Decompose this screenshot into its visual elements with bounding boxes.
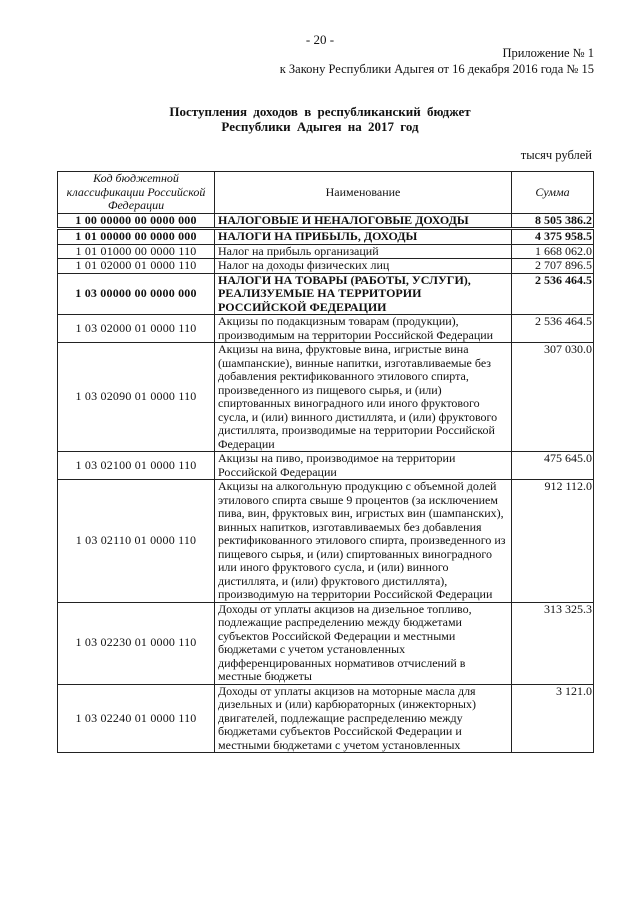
row-code: 1 01 01000 00 0000 110	[58, 244, 215, 259]
row-name: Налог на доходы физических лиц	[215, 259, 512, 274]
document-title-line-2: Республики Адыгея на 2017 год	[221, 119, 419, 134]
row-sum: 2 536 464.5	[512, 315, 594, 343]
row-name: Акцизы на алкогольную продукцию с объемной долей этилового спирта свыше 9 процентов (за исключением пива, вин, фруктовых вин, игристых вин (шампанских), винных напитков, изготавливаемых без добавления ректификованного этилового спирта, произведенного из пищевого сырья, и (или) спиртованных виноградного или иного фруктового сусла, и (или) винного дистиллята, и (или) фруктового дистиллята), производимую на территории Российской Федерации	[215, 480, 512, 603]
row-name: НАЛОГИ НА ТОВАРЫ (РАБОТЫ, УСЛУГИ), РЕАЛИЗУЕМЫЕ НА ТЕРРИТОРИИ РОССИЙСКОЙ ФЕДЕРАЦИИ	[215, 273, 512, 315]
table-row	[58, 273, 594, 315]
row-sum: 4 375 958.5	[512, 229, 594, 245]
unit-label: тысяч рублей	[520, 148, 592, 162]
row-code: 1 03 02000 01 0000 110	[58, 315, 215, 343]
row-sum: 307 030.0	[512, 343, 594, 452]
table-row	[58, 259, 594, 274]
appendix-title: Приложение № 1	[502, 46, 594, 60]
document-title	[0, 104, 640, 134]
table-row	[58, 452, 594, 480]
row-name: Акцизы по подакцизным товарам (продукции), производимым на территории Российской Федерации	[215, 315, 512, 343]
row-sum: 912 112.0	[512, 480, 594, 603]
row-code: 1 03 02090 01 0000 110	[58, 343, 215, 452]
header-code: Код бюджетной классификации Российской Федерации	[58, 172, 215, 214]
table-row	[58, 229, 594, 245]
row-name: Акцизы на пиво, производимое на территории Российской Федерации	[215, 452, 512, 480]
row-sum: 3 121.0	[512, 684, 594, 753]
table-row	[58, 602, 594, 684]
document-title-line-1: Поступления доходов в республиканский бюджет	[169, 104, 471, 119]
table-row	[58, 244, 594, 259]
row-sum: 1 668 062.0	[512, 244, 594, 259]
row-code: 1 03 02100 01 0000 110	[58, 452, 215, 480]
table-header-row	[58, 172, 594, 214]
row-sum: 2 707 896.5	[512, 259, 594, 274]
table-row	[58, 315, 594, 343]
row-sum: 2 536 464.5	[512, 273, 594, 315]
header-sum: Сумма	[512, 172, 594, 214]
page-number: - 20 -	[305, 32, 335, 47]
row-code: 1 03 02230 01 0000 110	[58, 602, 215, 684]
row-name: Доходы от уплаты акцизов на моторные масла для дизельных и (или) карбюраторных (инжекторных) двигателей, подлежащие распределению между бюджетами субъектов Российской Федерации и местными бюджетами с учетом установленных	[215, 684, 512, 753]
row-code: 1 01 02000 01 0000 110	[58, 259, 215, 274]
row-sum: 475 645.0	[512, 452, 594, 480]
row-name: Налог на прибыль организаций	[215, 244, 512, 259]
row-code: 1 03 00000 00 0000 000	[58, 273, 215, 315]
appendix-law-reference: к Закону Республики Адыгея от 16 декабря 2016 года № 15	[279, 62, 594, 76]
row-name: НАЛОГИ НА ПРИБЫЛЬ, ДОХОДЫ	[215, 229, 512, 245]
row-code: 1 03 02240 01 0000 110	[58, 684, 215, 753]
row-name: Доходы от уплаты акцизов на дизельное топливо, подлежащие распределению между бюджетами субъектов Российской Федерации и местными бюджетами с учетом установленных дифференцированных нормативов отчислений в местные бюджеты	[215, 602, 512, 684]
table-row	[58, 343, 594, 452]
table-row	[58, 684, 594, 753]
row-sum: 8 505 386.2	[512, 213, 594, 229]
row-name: НАЛОГОВЫЕ И НЕНАЛОГОВЫЕ ДОХОДЫ	[215, 213, 512, 229]
row-code: 1 00 00000 00 0000 000	[58, 213, 215, 229]
appendix-header	[280, 45, 594, 77]
table-row	[58, 480, 594, 603]
row-name: Акцизы на вина, фруктовые вина, игристые вина (шампанские), винные напитки, изготавливаемые без добавления ректификованного этилового спирта, произведенного из пищевого сырья, и (или) спиртованных виноградного или иного фруктового сусла, и (или) винного дистиллята, и (или) фруктового дистиллята, производимые на территории Российской Федерации	[215, 343, 512, 452]
row-code: 1 01 00000 00 0000 000	[58, 229, 215, 245]
header-name: Наименование	[215, 172, 512, 214]
row-code: 1 03 02110 01 0000 110	[58, 480, 215, 603]
revenue-table	[57, 171, 594, 753]
table-row	[58, 213, 594, 229]
row-sum: 313 325.3	[512, 602, 594, 684]
